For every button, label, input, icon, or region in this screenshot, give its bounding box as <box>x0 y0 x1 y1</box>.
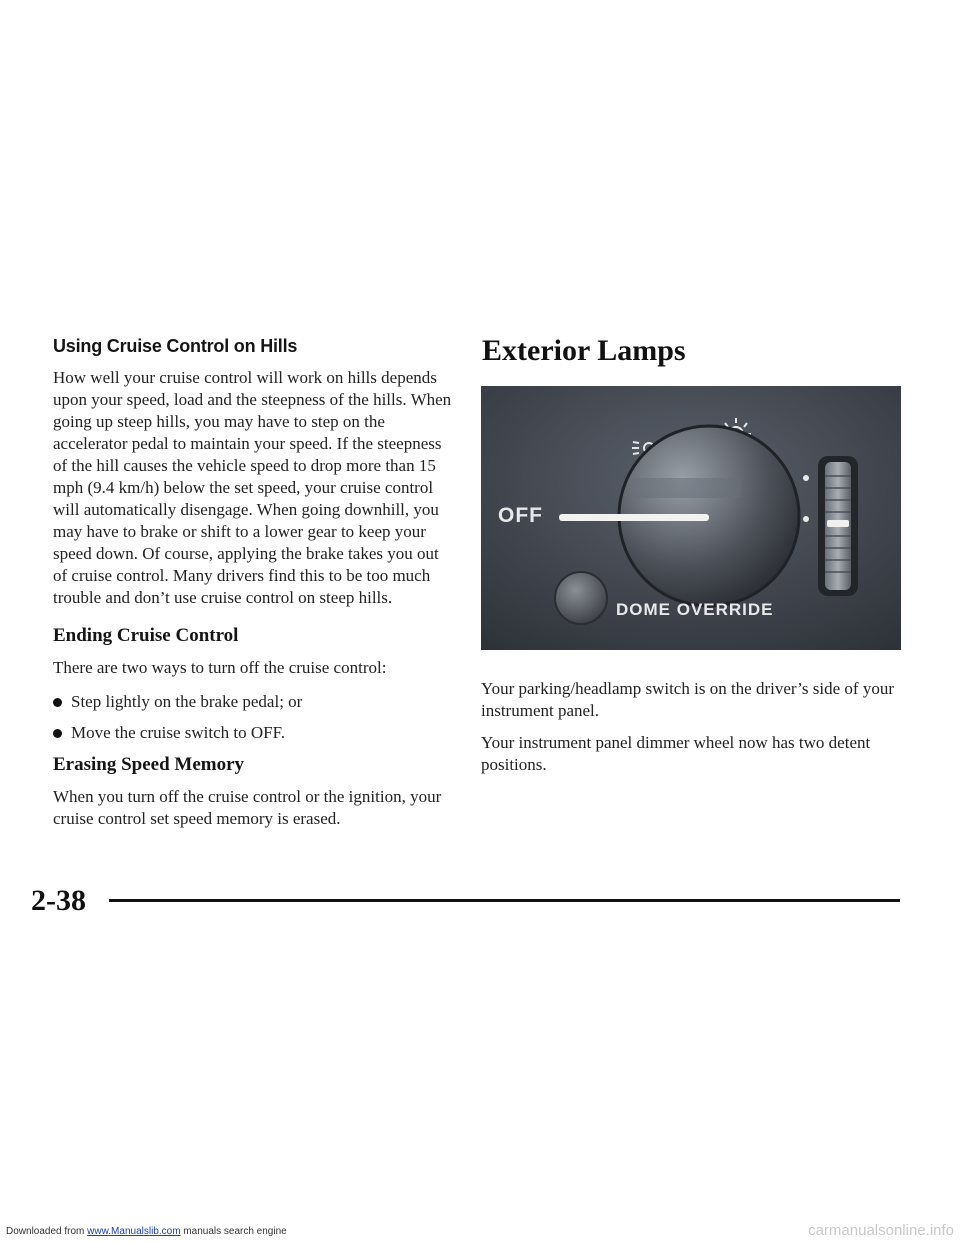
erasing-heading: Erasing Speed Memory <box>53 754 245 775</box>
footer-rule <box>109 899 900 902</box>
page-number: 2-38 <box>31 884 86 917</box>
downloaded-suffix: manuals search engine <box>180 1226 287 1237</box>
watermark: carmanualsonline.info <box>808 1222 954 1239</box>
headlamp-switch-photo <box>481 386 901 650</box>
ending-heading: Ending Cruise Control <box>53 625 239 646</box>
caption-switch-location: Your parking/headlamp switch is on the driver’s side of your instrument panel. <box>481 679 894 720</box>
bullet-icon <box>53 729 62 738</box>
hills-heading: Using Cruise Control on Hills <box>53 336 298 356</box>
bullet-text: Move the cruise switch to OFF. <box>71 723 285 742</box>
manualslib-link[interactable]: www.Manualslib.com <box>87 1226 181 1237</box>
hills-body: How well your cruise control will work on hills depends upon your speed, load and the steepness of the hills. When going up steep hills, you may have to step on the accelerator pedal to maintain your speed. If the steepness of the hill causes the vehicle speed to drop more than 15 mph (9.4 km/h) below the set speed, your cruise control will automatically disengage. When going downhill, you may have to brake or shift to a lower gear to keep your speed down. Of course, applying the brake takes you out of cruise control. Many drivers find this to be too much trouble and don’t use cruise control on steep hills. <box>53 368 452 607</box>
right-column <box>481 336 901 786</box>
bullet-text: Step lightly on the brake pedal; or <box>71 692 303 711</box>
downloaded-footer <box>6 1226 287 1237</box>
dome-override-label: DOME OVERRIDE <box>616 600 774 619</box>
bullet-icon <box>53 698 62 707</box>
downloaded-prefix: Downloaded from <box>6 1226 88 1237</box>
off-label: OFF <box>498 504 543 527</box>
bullet-item <box>53 691 453 713</box>
left-column <box>53 336 453 842</box>
ending-bullet-list <box>53 691 453 744</box>
section-title: Exterior Lamps <box>482 334 686 367</box>
erasing-body: When you turn off the cruise control or the ignition, your cruise control set speed memory is erased. <box>53 787 442 828</box>
ending-body: There are two ways to turn off the cruise control: <box>53 658 387 677</box>
caption-dimmer-wheel: Your instrument panel dimmer wheel now has two detent positions. <box>481 733 871 774</box>
bullet-item <box>53 722 453 744</box>
